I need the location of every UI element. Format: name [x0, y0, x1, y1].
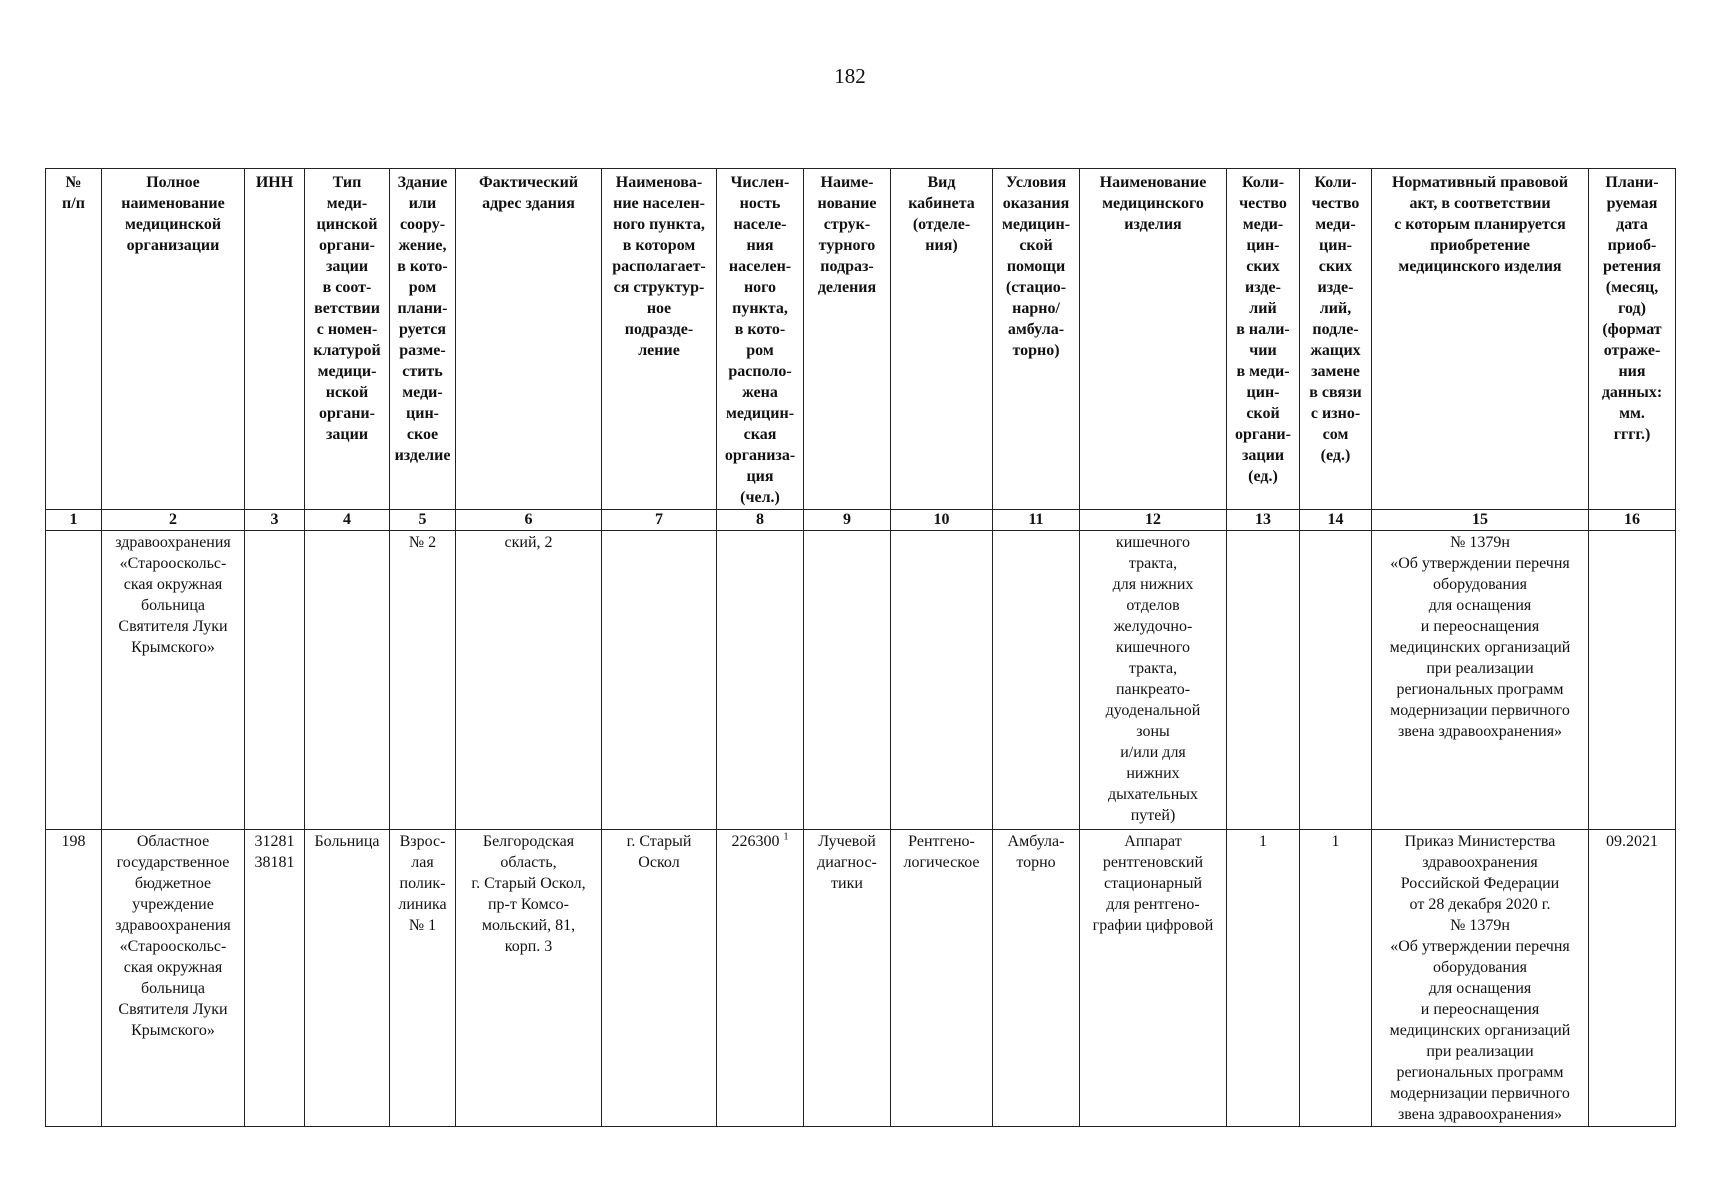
cell-legal-act: Приказ Министерства здравоохранения Российской Федерации от 28 декабря 2020 г. № 1379н «Об утверждении перечня оборудования для оснащения и переоснащения медицинских организаций при реализации региональных программ модернизации первичного звена здравоохранения»: [1372, 830, 1589, 1127]
header-legal-act: Нормативный правовой акт, в соответствии с которым планируется приобретение медицинского изделия: [1372, 169, 1589, 510]
header-date: Плани- руемая дата приоб- ретения (месяц, год) (формат отраже- ния данных: мм. гггг.): [1589, 169, 1676, 510]
column-number: 15: [1372, 510, 1589, 531]
cell-settlement: г. Старый Оскол: [602, 830, 717, 1127]
header-address: Фактический адрес здания: [456, 169, 602, 510]
cell-qty-present: 1: [1227, 830, 1300, 1127]
header-building: Здание или соору- жение, в кото- ром плани- руется разме- стить меди- цин- ское изделие: [390, 169, 456, 510]
cell-device: Аппарат рентгеновский стационарный для рентгено- графии цифровой: [1080, 830, 1227, 1127]
cell-address: ский, 2: [456, 531, 602, 830]
column-number: 2: [102, 510, 245, 531]
equipment-table: [45, 168, 1676, 1127]
header-row: [46, 169, 1676, 510]
cell-org-name: Областное государственное бюджетное учреждение здравоохранения «Старооскольс- ская окружная больница Святителя Луки Крымского»: [102, 830, 245, 1127]
cell-org-type: [305, 531, 390, 830]
column-number: 10: [891, 510, 993, 531]
column-numbers-row: [46, 510, 1676, 531]
column-number: 5: [390, 510, 456, 531]
cell-unit: Лучевой диагнос- тики: [804, 830, 891, 1127]
header-org-type: Тип меди- цинской органи- зации в соот- ветствии с номен- клатурой медици- нской органи- зации: [305, 169, 390, 510]
cell-settlement: [602, 531, 717, 830]
table-row: [46, 830, 1676, 1127]
column-number: 3: [245, 510, 305, 531]
column-number: 16: [1589, 510, 1676, 531]
cell-population: [717, 830, 804, 1127]
header-population: Числен- ность населе- ния населен- ного пункта, в кото- ром располо- жена медицин- ская организа- ция (чел.): [717, 169, 804, 510]
cell-cabinet: Рентгено- логическое: [891, 830, 993, 1127]
header-cabinet: Вид кабинета (отделе- ния): [891, 169, 993, 510]
cell-inn: [245, 531, 305, 830]
page-number: 182: [834, 64, 866, 88]
header-unit: Наиме- нование струк- турного подраз- деления: [804, 169, 891, 510]
cell-no: [46, 531, 102, 830]
cell-org-type: Больница: [305, 830, 390, 1127]
column-number: 8: [717, 510, 804, 531]
cell-date: [1589, 531, 1676, 830]
column-number: 13: [1227, 510, 1300, 531]
header-inn: ИНН: [245, 169, 305, 510]
cell-building: Взрос- лая полик- линика № 1: [390, 830, 456, 1127]
column-number: 14: [1300, 510, 1372, 531]
column-number: 12: [1080, 510, 1227, 531]
population-value: 226300: [731, 833, 780, 850]
column-number: 1: [46, 510, 102, 531]
cell-cabinet: [891, 531, 993, 830]
cell-device: кишечного тракта, для нижних отделов желудочно- кишечного тракта, панкреато- дуоденальной зоны и/или для нижних дыхательных путей): [1080, 531, 1227, 830]
cell-building: № 2: [390, 531, 456, 830]
footnote-marker: 1: [783, 831, 789, 843]
column-number: 7: [602, 510, 717, 531]
cell-conditions: [993, 531, 1080, 830]
cell-qty-present: [1227, 531, 1300, 830]
cell-unit: [804, 531, 891, 830]
cell-no: 198: [46, 830, 102, 1127]
cell-population: [717, 531, 804, 830]
cell-inn: 31281 38181: [245, 830, 305, 1127]
column-number: 6: [456, 510, 602, 531]
column-number: 9: [804, 510, 891, 531]
table-row: [46, 531, 1676, 830]
cell-address: Белгородская область, г. Старый Оскол, пр-т Комсо- мольский, 81, корп. 3: [456, 830, 602, 1127]
header-no: № п/п: [46, 169, 102, 510]
cell-org-name: здравоохранения «Старооскольс- ская окружная больница Святителя Луки Крымского»: [102, 531, 245, 830]
cell-date: 09.2021: [1589, 830, 1676, 1127]
header-device: Наименование медицинского изделия: [1080, 169, 1227, 510]
cell-qty-replace: [1300, 531, 1372, 830]
header-qty-replace: Коли- чество меди- цин- ских изде- лий, подле- жащих замене в связи с изно- сом (ед.): [1300, 169, 1372, 510]
cell-conditions: Амбула- торно: [993, 830, 1080, 1127]
header-org-name: Полное наименование медицинской организации: [102, 169, 245, 510]
column-number: 4: [305, 510, 390, 531]
header-settlement: Наименова- ние населен- ного пункта, в котором располагает- ся структур- ное подразде- ление: [602, 169, 717, 510]
cell-qty-replace: 1: [1300, 830, 1372, 1127]
header-conditions: Условия оказания медицин- ской помощи (стацио- нарно/ амбула- торно): [993, 169, 1080, 510]
header-qty-present: Коли- чество меди- цин- ских изде- лий в нали- чии в меди- цин- ской органи- зации (ед.): [1227, 169, 1300, 510]
column-number: 11: [993, 510, 1080, 531]
cell-legal-act: № 1379н «Об утверждении перечня оборудования для оснащения и переоснащения медицинских организаций при реализации региональных программ модернизации первичного звена здравоохранения»: [1372, 531, 1589, 830]
